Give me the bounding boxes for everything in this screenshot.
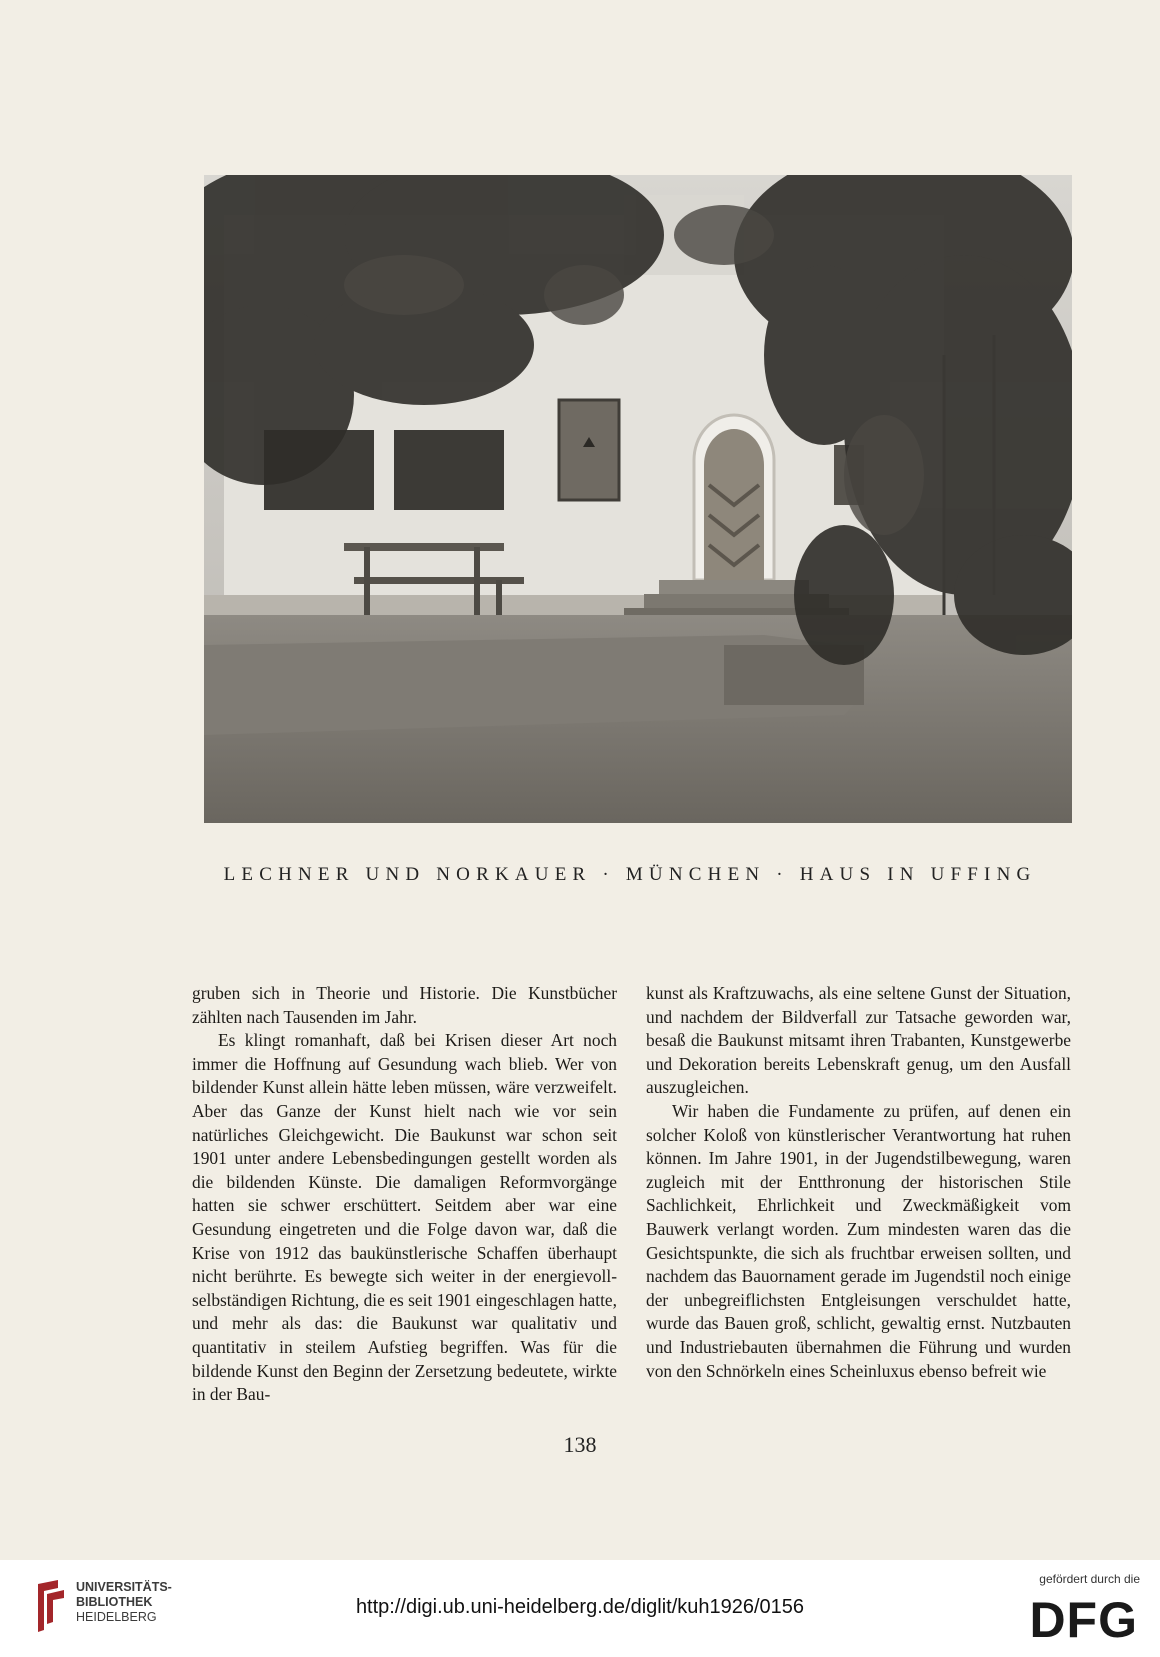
house-photograph <box>204 175 1072 823</box>
library-name-line: BIBLIOTHEK <box>76 1595 153 1609</box>
text-column-left <box>192 982 617 1407</box>
paragraph: gruben sich in Theorie und Historie. Die Kunstbücher zählten nach Tausenden im Jahr. <box>192 983 617 1027</box>
footer-bar <box>0 1560 1160 1657</box>
library-name-line: UNIVERSITÄTS- <box>76 1580 172 1594</box>
text-column-right <box>646 982 1071 1383</box>
paragraph: Es klingt romanhaft, daß bei Krisen dieser Art noch immer die Hoffnung auf Gesundung wach blieb. Wer von bildender Kunst allein hätte leben müssen, wäre verzweifelt. Aber das Ganze der Kunst hielt nach wie vor sein natürliches Gleichgewicht. Die Baukunst war schon seit 1901 unter andere Lebensbedingungen gestellt worden als die bildenden Künste. Die damaligen Reformvorgänge hatten sie schwer erschüttert. Seitdem aber war eine Gesundung eingetreten und die Folge davon war, daß die Krise von 1912 das baukünstlerische Schaffen überhaupt nicht berührte. Es bewegte sich weiter in der energievoll-selbständigen Richtung, die es seit 1901 eingeschlagen hatte, und mehr als das: die Baukunst war qualitativ und quantitativ in steilem Aufstieg begriffen. Was für die bildende Kunst den Beginn der Zersetzung bedeutete, wirkte in der Bau- <box>192 1030 617 1405</box>
paragraph: Wir haben die Fundamente zu prüfen, auf denen ein solcher Koloß von künstlerischer Verantwortung hat ruhen können. Im Jahre 1901, in der Jugendstilbewegung, waren zugleich mit der Entthronung der historischen Stile Sachlichkeit, Ehrlichkeit und Zweckmäßigkeit vom Bauwerk verlangt worden. Zum mindesten waren das die Gesichtspunkte, die sich als fruchtbar erweisen sollten, und nachdem das Bauornament gerade im Jugendstil noch einige der unbegreiflichsten Entgleisungen verschuldet hatte, wurde das Bauen groß, schlicht, gewaltig ernst. Nutzbauten und Industriebauten übernahmen die Führung und wurden von den Schnörkeln eines Scheinluxus ebenso befreit wie <box>646 1100 1071 1381</box>
funding-note: gefördert durch die <box>1039 1572 1140 1586</box>
source-url-link[interactable]: http://digi.ub.uni-heidelberg.de/diglit/kuh1926/0156 <box>355 1596 805 1618</box>
page-number: 138 <box>563 1432 597 1457</box>
house-photo-graphic <box>204 175 1072 823</box>
library-name-line: HEIDELBERG <box>76 1610 157 1624</box>
photo-caption: LECHNER UND NORKAUER · MÜNCHEN · HAUS IN UFFING <box>223 864 1037 885</box>
dfg-logo: DFG <box>1029 1592 1138 1648</box>
paragraph: kunst als Kraftzuwachs, als eine seltene Gunst der Situation, und nachdem der Bildverfall zur Tatsache geworden war, besaß die Baukunst mitsamt ihren Trabanten, Kunstgewerbe und Dekoration bereits Lebenskraft genug, um den Ausfall auszugleichen. <box>646 983 1071 1098</box>
